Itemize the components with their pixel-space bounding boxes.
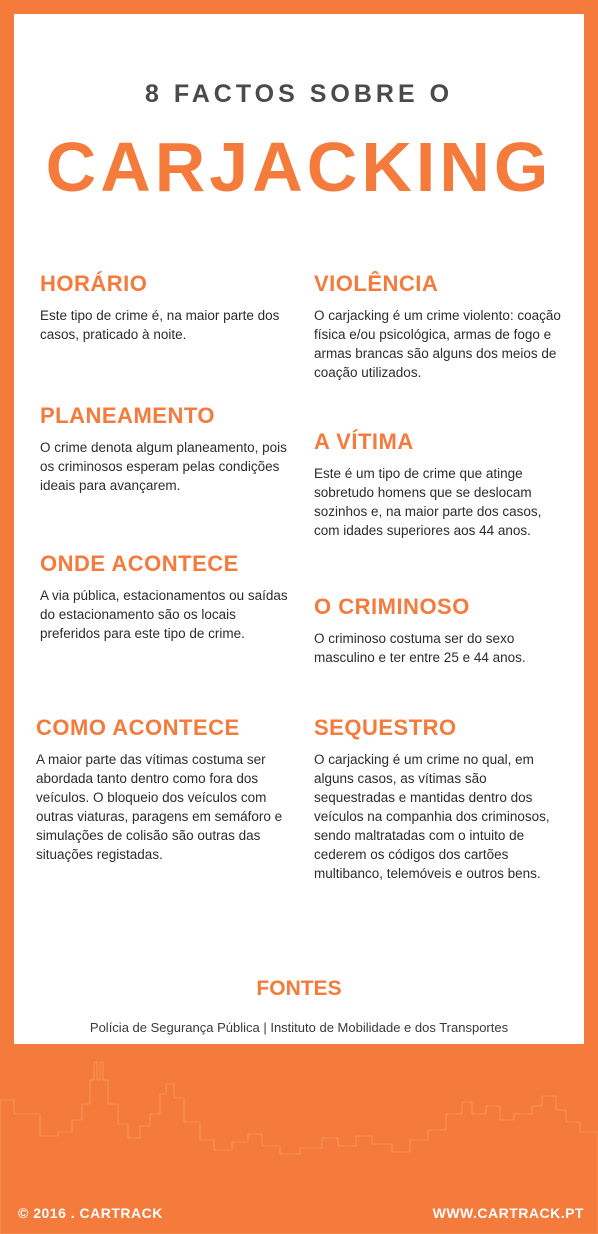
fact-planeamento [40, 404, 290, 495]
fact-text: A via pública, estacionamentos ou saídas do estacionamento são os locais preferidos para este tipo de crime. [40, 588, 288, 642]
fact-horario [40, 272, 290, 344]
sources-text: Polícia de Segurança Pública | Instituto de Mobilidade e dos Transportes [89, 1020, 509, 1035]
fact-text: A maior parte das vítimas costuma ser abordada tanto dentro como fora dos veículos. O bloqueio dos veículos com outras viaturas, paragens em semáforo e simulações de colisão são outras das situações registadas. [36, 752, 283, 863]
fact-title: COMO ACONTECE [36, 715, 240, 740]
fact-title: VIOLÊNCIA [314, 271, 439, 296]
fact-como-acontece [36, 716, 286, 864]
fact-vitima [314, 430, 564, 540]
main-title: CARJACKING [45, 128, 553, 206]
fact-text: Este tipo de crime é, na maior parte dos casos, praticado à noite. [40, 308, 280, 343]
fact-title: PLANEAMENTO [40, 403, 215, 428]
fact-title: SEQUESTRO [314, 715, 457, 740]
sources-title: FONTES [256, 977, 342, 1000]
fact-criminoso [314, 595, 564, 667]
subtitle: 8 FACTOS SOBRE O [144, 80, 454, 108]
fact-text: O crime denota algum planeamento, pois os criminosos esperam pelas condições ideais para avançarem. [40, 440, 287, 494]
fact-sequestro [314, 716, 564, 883]
fact-title: ONDE ACONTECE [40, 551, 239, 576]
fact-onde-acontece [40, 552, 290, 643]
fact-title: HORÁRIO [40, 271, 148, 296]
fact-text: O carjacking é um crime no qual, em alguns casos, as vítimas são sequestradas e mantidas dentro dos veículos na companhia dos criminosos, sendo maltratadas com o intuito de cederem os códigos dos cartões multibanco, telemóveis e outros bens. [314, 752, 550, 882]
fact-text: Este é um tipo de crime que atinge sobretudo homens que se deslocam sozinhos e, na maior parte dos casos, com idades superiores aos 44 anos. [314, 466, 542, 539]
fact-text: O criminoso costuma ser do sexo masculino e ter entre 25 e 44 anos. [314, 631, 526, 666]
fact-text: O carjacking é um crime violento: coação física e/ou psicológica, armas de fogo e armas brancas são alguns dos meios de coação utilizados. [314, 308, 561, 381]
fact-title: O CRIMINOSO [314, 594, 470, 619]
footer-website-link[interactable]: WWW.CARTRACK.PT [432, 1205, 584, 1221]
infographic-card [14, 14, 584, 1044]
fact-title: A VÍTIMA [314, 429, 414, 454]
fact-violencia [314, 272, 564, 382]
footer-copyright: © 2016 . CARTRACK [18, 1205, 163, 1221]
